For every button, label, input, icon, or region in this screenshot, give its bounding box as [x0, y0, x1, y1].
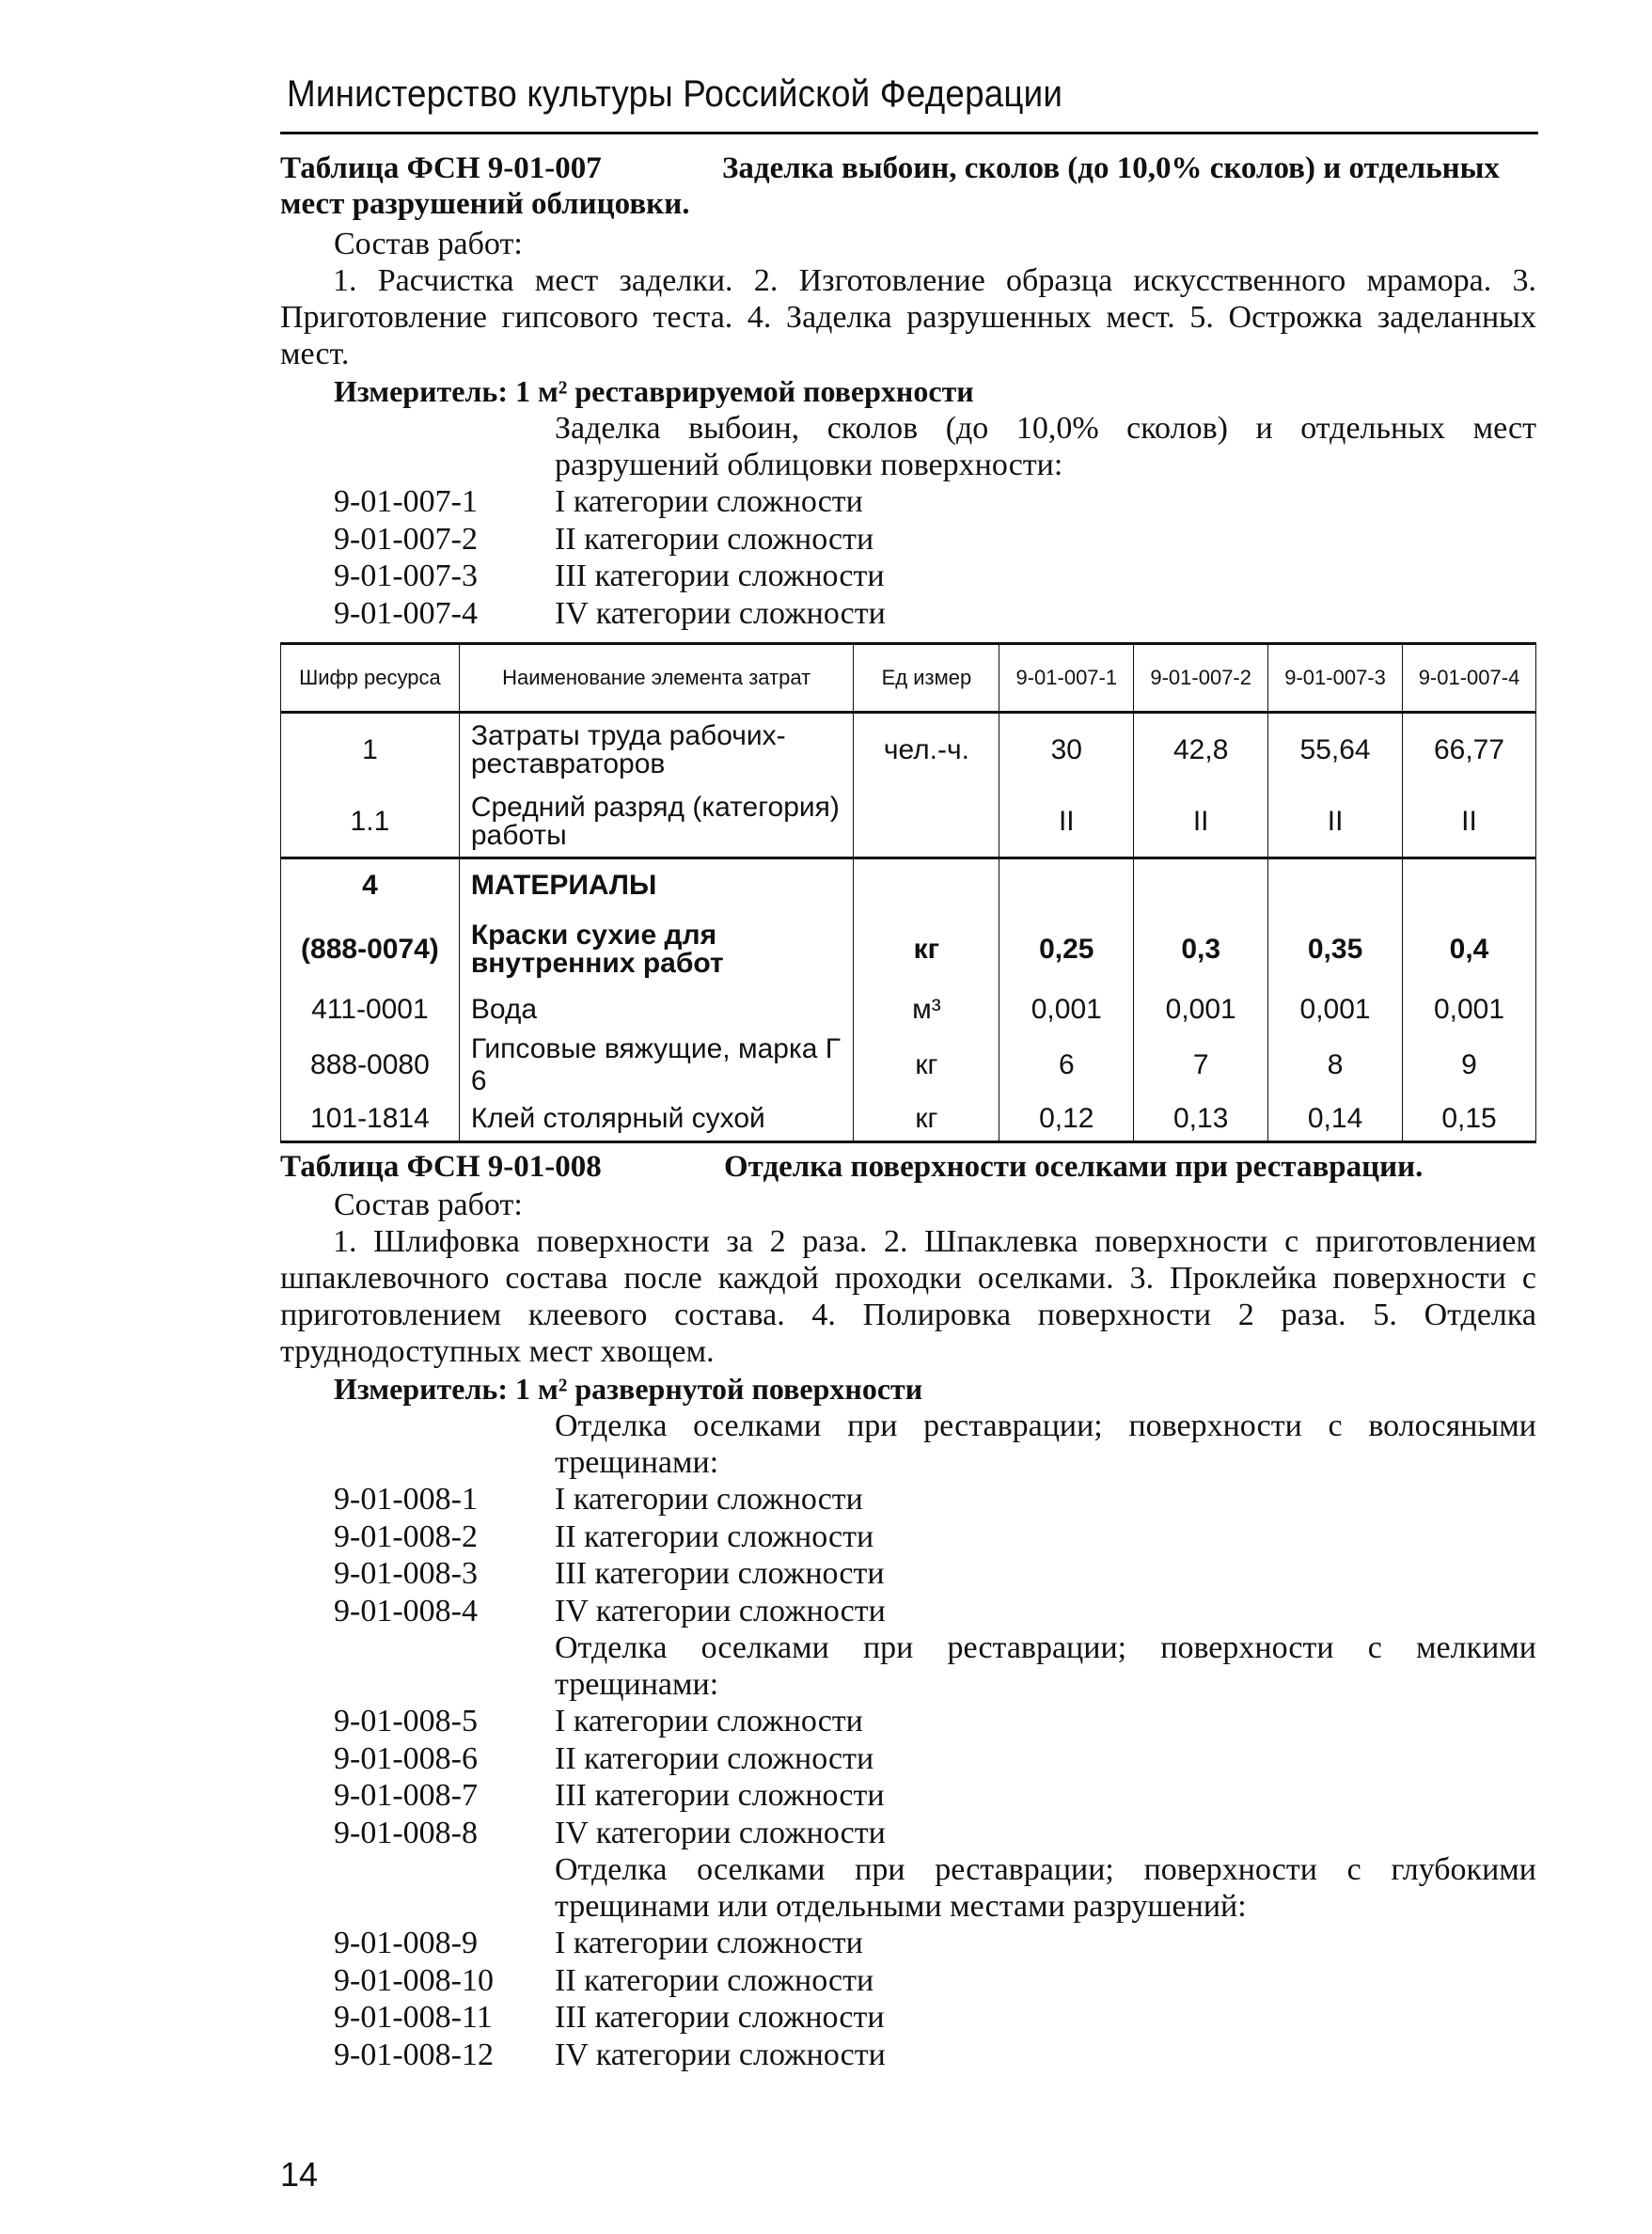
table1-code: Таблица ФСН 9-01-007 — [280, 151, 602, 185]
table2-group2 — [334, 1703, 1551, 1851]
table-row: 888-0080 Гипсовые вяжущие, марка Г 6 кг 6 7 8 9 — [281, 1033, 1536, 1097]
list-item: 9-01-008-6 II категории сложности — [334, 1740, 874, 1776]
table-row: 411-0001 Вода м³ 0,001 0,001 0,001 0,001 — [281, 986, 1536, 1033]
resource-table — [280, 642, 1536, 1143]
table2-group2-title: Отделка оселками при реставрации; поверхности с мелкими трещинами: — [555, 1630, 1536, 1702]
col-header: Ед измер — [854, 644, 999, 713]
col-header: 9-01-007-1 — [999, 644, 1134, 713]
list-item: 9-01-008-1 I категории сложности — [334, 1482, 863, 1517]
col-header: 9-01-007-2 — [1134, 644, 1268, 713]
table2-code: Таблица ФСН 9-01-008 — [280, 1150, 602, 1184]
table2-group1-title: Отделка оселками при реставрации; поверхности с волосяными трещинами: — [555, 1408, 1536, 1480]
list-item: 9-01-008-5 I категории сложности — [334, 1704, 863, 1738]
list-item: 9-01-008-3 III категории сложности — [334, 1556, 885, 1591]
list-item: 9-01-008-8 IV категории сложности — [334, 1815, 886, 1850]
table1-composition: 1. Расчистка мест заделки. 2. Изготовление образца искусственного мрамора. 3. Приготовление гипсового теста. 4. Заделка разрушенных мест. 5. Острожка заделанных мест. — [280, 263, 1536, 371]
col-header: 9-01-007-3 — [1268, 644, 1403, 713]
list-item: 9-01-008-4 IV категории сложности — [334, 1593, 886, 1628]
table-row: 101-1814 Клей столярный сухой кг 0,12 0,13 0,14 0,15 — [281, 1097, 1536, 1142]
table1-heading — [280, 150, 1536, 222]
table-row: 4 МАТЕРИАЛЫ — [281, 858, 1536, 913]
col-header: Наименование элемента затрат — [459, 644, 854, 713]
table1-items — [334, 483, 1551, 632]
table-row: 1 Затраты труда рабочих-реставраторов чел.-ч. 30 42,8 55,64 66,77 — [281, 713, 1536, 788]
list-item: 9-01-007-4 IV категории сложности — [334, 595, 886, 631]
table2-heading — [280, 1149, 1536, 1185]
table1-group-title: Заделка выбоин, сколов (до 10,0% сколов) и отдельных мест разрушений облицовки поверхности: — [555, 411, 1536, 482]
table2-group1 — [334, 1481, 1551, 1629]
table2-group3 — [334, 1925, 1551, 2073]
list-item: 9-01-007-3 III категории сложности — [334, 558, 885, 593]
list-item: 9-01-007-2 II категории сложности — [334, 521, 874, 557]
list-item: 9-01-008-7 III категории сложности — [334, 1778, 885, 1813]
table2-composition-label: Состав работ: — [334, 1188, 523, 1222]
page-number: 14 — [280, 2155, 319, 2194]
list-item: 9-01-008-11 III категории сложности — [334, 2000, 885, 2035]
list-item: 9-01-007-1 I категории сложности — [334, 484, 863, 519]
page-header: Министерство культуры Российской Федерации — [287, 73, 1063, 115]
header-rule — [280, 132, 1538, 134]
list-item: 9-01-008-2 II категории сложности — [334, 1518, 874, 1554]
table1-measure: Измеритель: 1 м² реставрируемой поверхности — [334, 374, 974, 408]
col-header: Шифр ресурса — [281, 644, 460, 713]
table-row: 1.1 Средний разряд (категория) работы II II II II — [281, 788, 1536, 858]
list-item: 9-01-008-9 I категории сложности — [334, 1926, 863, 1960]
list-item: 9-01-008-12 IV категории сложности — [334, 2037, 886, 2072]
table2-title: Отделка поверхности оселками при реставрации. — [724, 1150, 1424, 1184]
table-row: (888-0074) Краски сухие для внутренних работ кг 0,25 0,3 0,35 0,4 — [281, 913, 1536, 986]
list-item: 9-01-008-10 II категории сложности — [334, 1962, 874, 1998]
col-header: 9-01-007-4 — [1403, 644, 1536, 713]
table2-composition: 1. Шлифовка поверхности за 2 раза. 2. Шпаклевка поверхности с приготовлением шпаклевочного состава после каждой проходки оселками. 3. Проклейка поверхности с приготовлением клеевого состава. 4. Полировка поверхности 2 раза. 5. Отделка труднодоступных мест хвощем. — [280, 1224, 1536, 1369]
table1-title: Заделка выбоин, сколов (до 10,0% сколов) и отдельных мест разрушений облицовки. — [280, 151, 1500, 221]
table-header-row — [281, 644, 1536, 713]
table1-composition-label: Состав работ: — [334, 227, 523, 261]
table2-measure: Измеритель: 1 м² развернутой поверхности — [334, 1372, 923, 1406]
table2-group3-title: Отделка оселками при реставрации; поверхности с глубокими трещинами или отдельными местами разрушений: — [555, 1852, 1536, 1924]
